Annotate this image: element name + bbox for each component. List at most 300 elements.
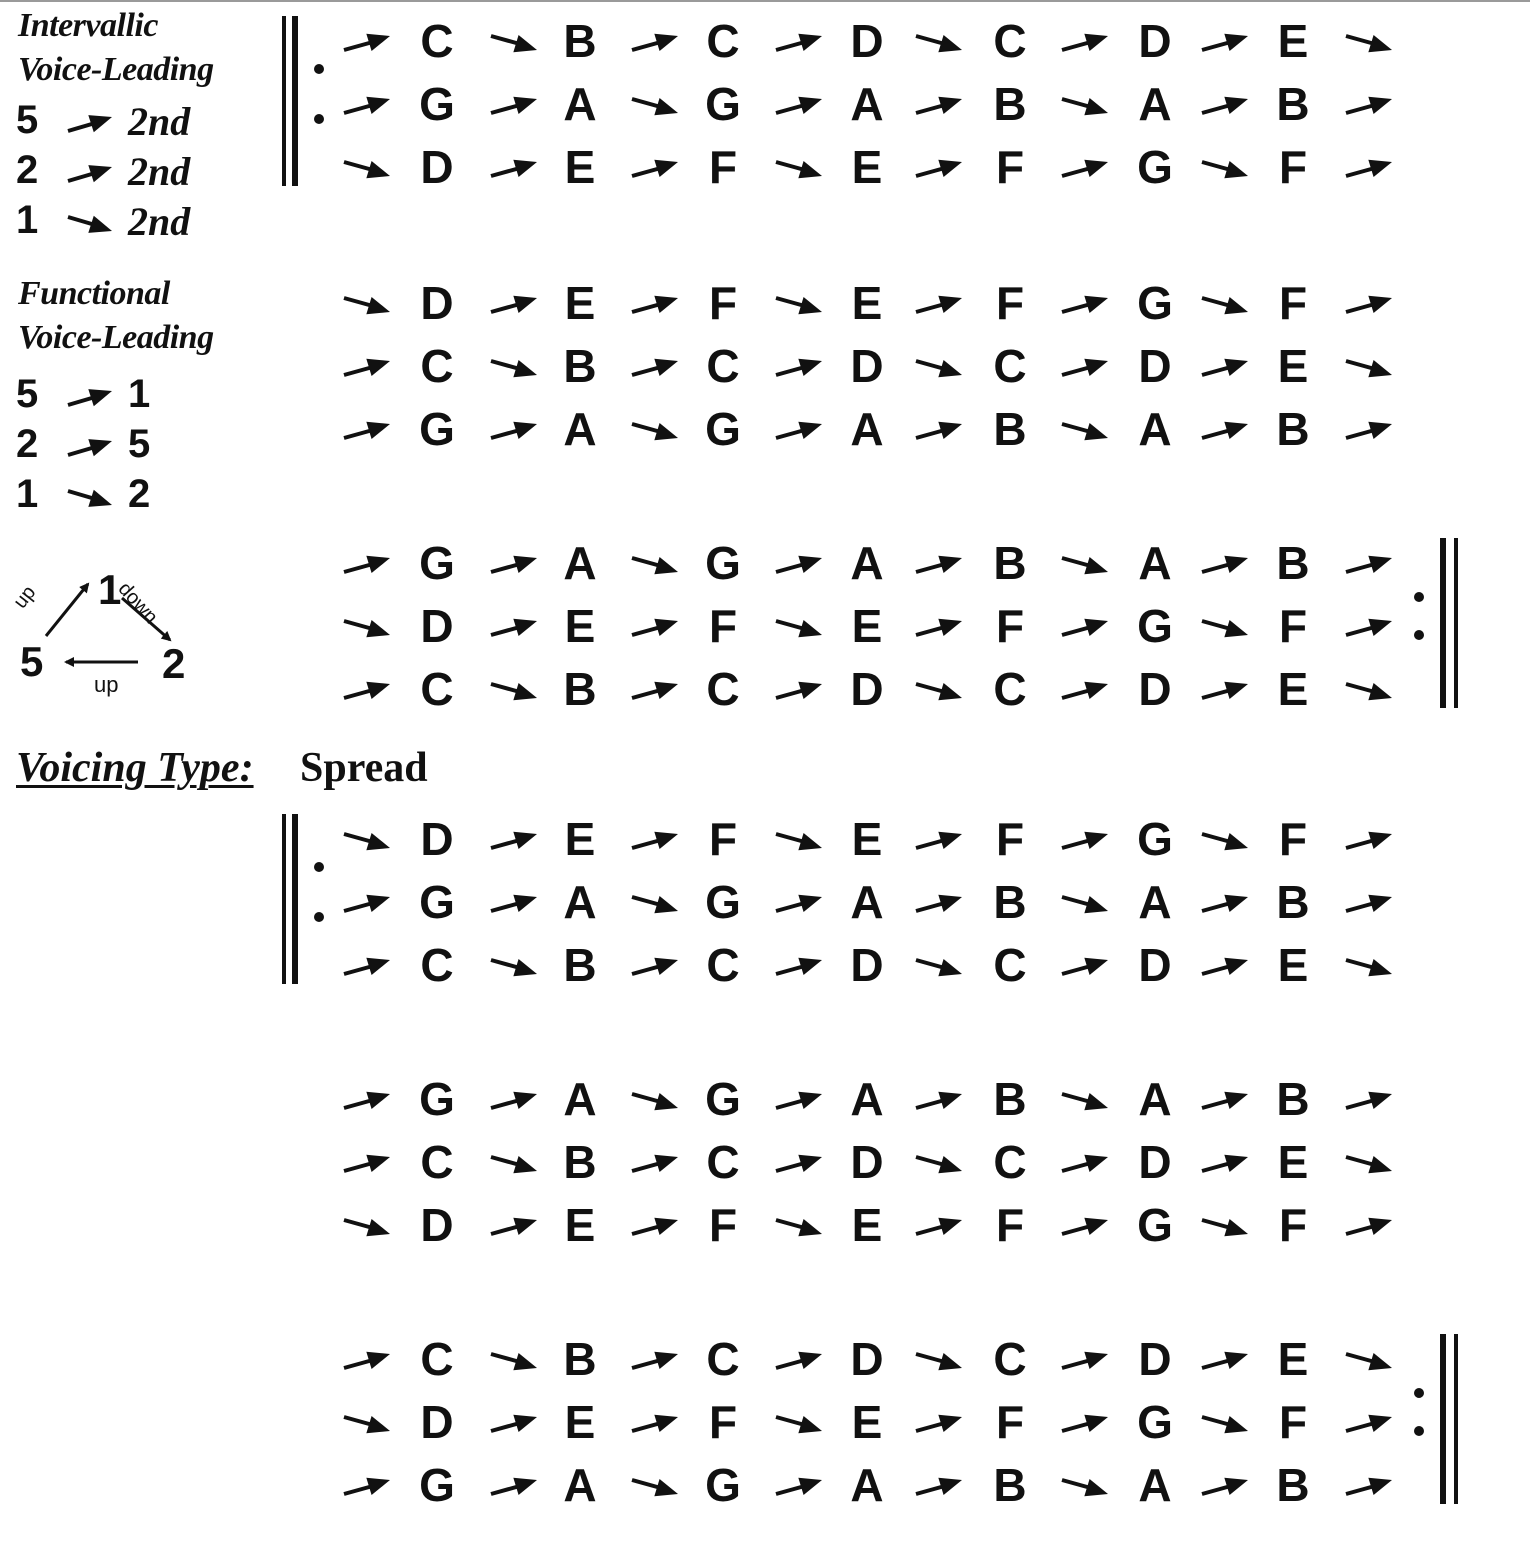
note-cell: C	[420, 340, 454, 392]
note-cell: E	[564, 277, 596, 329]
voice-arrow	[628, 550, 682, 585]
arrow-down-right-icon	[628, 550, 682, 580]
note-cell: E	[564, 1396, 596, 1448]
voice-arrow	[628, 1086, 682, 1121]
arrow-up-right-icon	[772, 952, 826, 982]
arrow-up-right-icon	[1198, 550, 1252, 580]
note-cell: F	[708, 600, 738, 652]
arrow-up-right-icon	[1058, 1149, 1112, 1179]
note-cell: A	[563, 403, 597, 455]
arrow-down-right-icon	[64, 209, 116, 239]
voice-arrow	[772, 1086, 826, 1121]
arrow-up-right-icon	[628, 1149, 682, 1179]
note-cell: A	[1138, 78, 1172, 130]
repeat-dot	[1414, 1388, 1424, 1398]
voice-arrow	[912, 826, 966, 861]
intervallic-legend-row-to: 2nd	[128, 149, 191, 194]
voice-arrow	[1198, 1086, 1252, 1121]
voice-arrow	[912, 1086, 966, 1121]
note-cell: G	[1137, 141, 1173, 193]
voice-arrow	[1058, 1346, 1112, 1381]
note-cell: F	[708, 141, 738, 193]
intervallic-legend-row-to: 2nd	[128, 99, 191, 144]
note-cell: G	[705, 1459, 741, 1511]
arrow-down-right-icon	[340, 290, 394, 320]
voice-arrow	[1342, 1149, 1396, 1184]
voice-arrow	[1198, 290, 1252, 325]
arrow-up-right-icon	[912, 550, 966, 580]
voicing-type-value: Spread	[300, 745, 428, 791]
arrow-up-right-icon	[912, 1086, 966, 1116]
arrow-up-right-icon	[340, 416, 394, 446]
note-cell: A	[850, 537, 884, 589]
note-cell: B	[563, 663, 597, 715]
voice-arrow	[1342, 290, 1396, 325]
voice-arrow	[1058, 676, 1112, 711]
arrow-up-right-icon	[628, 28, 682, 58]
note-cell: G	[705, 1073, 741, 1125]
voice-arrow	[772, 1212, 826, 1247]
arrow-down-right-icon	[912, 952, 966, 982]
note-cell: D	[420, 1396, 454, 1448]
voice-arrow	[487, 353, 541, 388]
arrow-down-right-icon	[1342, 676, 1396, 706]
arrow-down-right-icon	[1198, 613, 1252, 643]
repeat-end-barline	[1440, 1334, 1446, 1504]
arrow-up-right-icon	[340, 1346, 394, 1376]
note-cell: C	[993, 15, 1027, 67]
note-cell: G	[705, 403, 741, 455]
note-cell: A	[1138, 1073, 1172, 1125]
voice-arrow	[487, 952, 541, 987]
voice-arrow	[340, 154, 394, 189]
arrow-up-right-icon	[912, 613, 966, 643]
note-cell: F	[708, 1396, 738, 1448]
note-cell: B	[1276, 1459, 1310, 1511]
note-cell: A	[1138, 1459, 1172, 1511]
voice-arrow	[772, 290, 826, 325]
arrow-down-right-icon	[1058, 550, 1112, 580]
voice-arrow	[1058, 290, 1112, 325]
note-cell: C	[993, 663, 1027, 715]
note-cell: C	[420, 1136, 454, 1188]
note-cell: B	[563, 15, 597, 67]
voice-arrow	[912, 416, 966, 451]
arrow-down-right-icon	[1342, 952, 1396, 982]
note-cell: F	[995, 1396, 1025, 1448]
arrow-up-right-icon	[1198, 28, 1252, 58]
arrow-down-right-icon	[487, 952, 541, 982]
arrow-up-right-icon	[1342, 826, 1396, 856]
arrow-down-right-icon	[628, 889, 682, 919]
arrow-up-right-icon	[1342, 1472, 1396, 1502]
arrow-down-right-icon	[772, 1212, 826, 1242]
intervallic-title-line-1: Intervallic	[18, 7, 158, 44]
voice-arrow	[1198, 613, 1252, 648]
voice-arrow	[1058, 353, 1112, 388]
note-cell: D	[420, 813, 454, 865]
note-cell: A	[563, 1459, 597, 1511]
voice-arrow	[340, 889, 394, 924]
note-cell: D	[850, 340, 884, 392]
note-cell: F	[1278, 141, 1308, 193]
voice-arrow	[628, 676, 682, 711]
arrow-down-right-icon	[1058, 416, 1112, 446]
voice-arrow	[340, 1086, 394, 1121]
arrow-up-right-icon	[487, 1472, 541, 1502]
voice-leading-cycle-diagram	[10, 560, 210, 710]
arrow-up-right-icon	[1058, 154, 1112, 184]
note-cell: C	[420, 663, 454, 715]
voice-arrow	[340, 826, 394, 861]
arrow-up-right-icon	[912, 1472, 966, 1502]
note-cell: E	[851, 813, 883, 865]
voice-arrow	[487, 1149, 541, 1184]
arrow-up-right-icon	[772, 1149, 826, 1179]
note-cell: D	[1138, 1136, 1172, 1188]
note-cell: F	[1278, 1199, 1308, 1251]
voice-arrow	[487, 1409, 541, 1444]
repeat-dot	[314, 862, 324, 872]
voice-arrow	[628, 154, 682, 189]
voice-arrow	[912, 91, 966, 126]
note-cell: F	[995, 277, 1025, 329]
voice-arrow	[772, 1149, 826, 1184]
voice-arrow	[340, 952, 394, 987]
repeat-start-barline	[292, 814, 298, 984]
note-cell: C	[993, 1333, 1027, 1385]
arrow-up-right-icon	[340, 91, 394, 121]
arrow-down-right-icon	[628, 1472, 682, 1502]
voice-arrow	[1198, 889, 1252, 924]
arrow-up-right-icon	[912, 1409, 966, 1439]
intervallic-legend-title	[18, 4, 214, 92]
voice-arrow	[912, 154, 966, 189]
arrow-up-right-icon	[912, 416, 966, 446]
note-cell: F	[1278, 813, 1308, 865]
arrow-up-right-icon	[487, 290, 541, 320]
note-cell: A	[563, 1073, 597, 1125]
note-cell: B	[993, 1459, 1027, 1511]
arrow-down-right-icon	[628, 91, 682, 121]
arrow-up-right-icon	[340, 952, 394, 982]
arrow-up-right-icon	[487, 1086, 541, 1116]
voice-arrow	[1198, 353, 1252, 388]
voice-arrow	[1058, 1212, 1112, 1247]
intervallic-legend-row-from: 5	[16, 98, 39, 142]
voice-arrow	[1198, 91, 1252, 126]
arrow-up-right-icon	[340, 1149, 394, 1179]
voice-arrow	[1342, 154, 1396, 189]
arrow-up-right-icon	[487, 889, 541, 919]
note-cell: F	[995, 600, 1025, 652]
cycle-label-up-bottom: up	[94, 672, 119, 697]
arrow-up-right-icon	[628, 613, 682, 643]
note-cell: F	[1278, 1396, 1308, 1448]
arrow-up-right-icon	[1342, 1086, 1396, 1116]
note-cell: E	[851, 277, 883, 329]
note-cell: B	[1276, 1073, 1310, 1125]
voice-arrow	[487, 1472, 541, 1507]
voice-arrow	[772, 154, 826, 189]
voice-arrow	[1198, 1149, 1252, 1184]
note-cell: B	[563, 939, 597, 991]
arrow-down-right-icon	[487, 1346, 541, 1376]
arrow-down-right-icon	[912, 353, 966, 383]
voice-arrow	[340, 1346, 394, 1381]
voice-arrow	[1198, 1472, 1252, 1507]
voice-arrow	[340, 353, 394, 388]
arrow-up-right-icon	[340, 676, 394, 706]
voice-arrow	[772, 353, 826, 388]
voice-arrow	[1198, 1346, 1252, 1381]
voice-arrow	[1342, 826, 1396, 861]
note-cell: B	[1276, 876, 1310, 928]
voice-arrow	[487, 416, 541, 451]
note-cell: A	[1138, 876, 1172, 928]
arrow-down-right-icon	[1058, 1472, 1112, 1502]
voice-arrow	[912, 613, 966, 648]
note-cell: E	[851, 141, 883, 193]
arrow-up-right-icon	[1058, 1212, 1112, 1242]
arrow-up-right-icon	[1198, 1346, 1252, 1376]
arrow-up-right-icon	[772, 353, 826, 383]
voice-arrow	[1058, 91, 1112, 126]
arrow-up-right-icon	[1342, 889, 1396, 919]
note-cell: F	[708, 813, 738, 865]
repeat-dot	[1414, 630, 1424, 640]
voice-arrow	[1198, 154, 1252, 189]
repeat-end-barline	[1454, 1334, 1458, 1504]
voice-arrow	[628, 28, 682, 63]
arrow-down-right-icon	[628, 1086, 682, 1116]
note-cell: B	[993, 403, 1027, 455]
arrow-up-right-icon	[1342, 550, 1396, 580]
note-cell: B	[563, 340, 597, 392]
voice-arrow	[487, 889, 541, 924]
voice-arrow	[772, 613, 826, 648]
note-cell: F	[995, 813, 1025, 865]
arrow-up-right-icon	[340, 28, 394, 58]
note-cell: F	[708, 277, 738, 329]
arrow-down-right-icon	[487, 676, 541, 706]
repeat-end-barline	[1440, 538, 1446, 708]
arrow-down-right-icon	[1058, 1086, 1112, 1116]
cycle-node-right: 2	[162, 640, 186, 687]
voice-arrow	[340, 1409, 394, 1444]
arrow-up-right-icon	[912, 889, 966, 919]
note-cell: E	[851, 600, 883, 652]
arrow-up-right-icon	[1198, 1472, 1252, 1502]
note-cell: C	[706, 1333, 740, 1385]
arrow-up-right-icon	[1058, 676, 1112, 706]
arrow-up-right-icon	[64, 433, 116, 463]
note-cell: G	[1137, 1396, 1173, 1448]
voice-arrow	[1198, 1212, 1252, 1247]
arrow-up-right-icon	[628, 1409, 682, 1439]
note-cell: F	[995, 141, 1025, 193]
voice-arrow	[1058, 416, 1112, 451]
note-cell: G	[419, 876, 455, 928]
functional-title-line-2: Voice-Leading	[18, 319, 214, 356]
voice-arrow	[772, 1409, 826, 1444]
arrow-up-right-icon	[1342, 154, 1396, 184]
arrow-down-right-icon	[487, 1149, 541, 1179]
note-cell: E	[1277, 1333, 1309, 1385]
voice-arrow	[1058, 550, 1112, 585]
note-cell: D	[850, 1136, 884, 1188]
voice-arrow	[340, 1149, 394, 1184]
voice-arrow	[912, 353, 966, 388]
voice-arrow	[772, 1346, 826, 1381]
repeat-start-barline	[292, 16, 298, 186]
intervallic-legend-row-arrow	[64, 204, 116, 249]
note-cell: A	[850, 78, 884, 130]
note-cell: F	[1278, 600, 1308, 652]
arrow-up-right-icon	[912, 1212, 966, 1242]
arrow-up-right-icon	[1198, 676, 1252, 706]
arrow-down-right-icon	[1198, 154, 1252, 184]
functional-legend-row-arrow	[64, 428, 116, 473]
cycle-node-left: 5	[20, 638, 44, 685]
voice-arrow	[1342, 676, 1396, 711]
arrow-up-right-icon	[1198, 889, 1252, 919]
cycle-label-down: down	[113, 578, 162, 629]
note-cell: D	[850, 663, 884, 715]
repeat-dot	[1414, 1426, 1424, 1436]
voice-arrow	[1342, 1409, 1396, 1444]
arrow-down-right-icon	[912, 1149, 966, 1179]
note-cell: A	[563, 78, 597, 130]
arrow-down-right-icon	[340, 826, 394, 856]
voice-arrow	[487, 613, 541, 648]
intervallic-legend-row-from: 1	[16, 198, 39, 242]
arrow-down-right-icon	[487, 353, 541, 383]
voice-arrow	[772, 91, 826, 126]
note-cell: C	[993, 939, 1027, 991]
arrow-up-right-icon	[340, 1472, 394, 1502]
arrow-up-right-icon	[772, 550, 826, 580]
voice-arrow	[772, 416, 826, 451]
arrow-down-right-icon	[912, 676, 966, 706]
voice-arrow	[628, 1409, 682, 1444]
arrow-up-right-icon	[340, 353, 394, 383]
arrow-up-right-icon	[772, 28, 826, 58]
voice-arrow	[628, 826, 682, 861]
voice-arrow	[1058, 613, 1112, 648]
arrow-up-right-icon	[1058, 290, 1112, 320]
note-cell: G	[1137, 277, 1173, 329]
arrow-up-right-icon	[772, 1472, 826, 1502]
voice-arrow	[628, 290, 682, 325]
voicing-type-label: Voicing Type:	[16, 745, 254, 791]
voice-arrow	[912, 550, 966, 585]
arrow-up-right-icon	[487, 416, 541, 446]
arrow-up-right-icon	[1058, 1346, 1112, 1376]
intervallic-legend-row-from: 2	[16, 148, 39, 192]
arrow-down-right-icon	[772, 826, 826, 856]
arrow-up-right-icon	[628, 154, 682, 184]
functional-title-line-1: Functional	[18, 275, 170, 312]
arrow-up-right-icon	[64, 159, 116, 189]
arrow-down-right-icon	[64, 483, 116, 513]
arrow-down-right-icon	[340, 154, 394, 184]
note-cell: C	[993, 1136, 1027, 1188]
intervallic-legend-row-arrow	[64, 104, 116, 149]
voice-arrow	[1198, 28, 1252, 63]
voice-arrow	[912, 952, 966, 987]
note-cell: E	[1277, 663, 1309, 715]
voice-arrow	[487, 1346, 541, 1381]
voice-arrow	[1342, 1086, 1396, 1121]
voice-arrow	[628, 416, 682, 451]
arrow-up-right-icon	[1058, 1409, 1112, 1439]
intervallic-legend-row-arrow	[64, 154, 116, 199]
arrow-up-right-icon	[912, 91, 966, 121]
arrow-up-right-icon	[1342, 1409, 1396, 1439]
arrow-up-right-icon	[772, 676, 826, 706]
voice-arrow	[340, 550, 394, 585]
voice-arrow	[912, 889, 966, 924]
repeat-start-barline	[282, 16, 286, 186]
arrow-up-right-icon	[628, 676, 682, 706]
arrow-down-right-icon	[772, 613, 826, 643]
note-cell: C	[420, 939, 454, 991]
note-cell: D	[1138, 939, 1172, 991]
voice-arrow	[628, 613, 682, 648]
note-cell: C	[706, 15, 740, 67]
voice-arrow	[1342, 28, 1396, 63]
functional-legend-title	[18, 272, 214, 360]
functional-legend-row-to: 5	[128, 422, 151, 466]
note-cell: D	[1138, 340, 1172, 392]
note-cell: B	[563, 1136, 597, 1188]
voice-arrow	[487, 28, 541, 63]
note-cell: G	[419, 403, 455, 455]
voice-arrow	[1058, 1472, 1112, 1507]
voice-arrow	[912, 676, 966, 711]
note-cell: C	[706, 663, 740, 715]
note-cell: D	[850, 15, 884, 67]
arrow-up-right-icon	[912, 290, 966, 320]
repeat-end-barline	[1454, 538, 1458, 708]
voice-arrow	[1198, 1409, 1252, 1444]
note-cell: G	[1137, 600, 1173, 652]
note-cell: A	[850, 1073, 884, 1125]
arrow-down-right-icon	[772, 154, 826, 184]
voice-arrow	[1342, 1212, 1396, 1247]
voice-arrow	[1058, 826, 1112, 861]
voice-arrow	[772, 1472, 826, 1507]
note-cell: C	[420, 1333, 454, 1385]
note-cell: D	[1138, 15, 1172, 67]
intervallic-title-line-2: Voice-Leading	[18, 51, 214, 88]
note-cell: B	[1276, 537, 1310, 589]
arrow-up-right-icon	[1058, 28, 1112, 58]
arrow-up-right-icon	[340, 550, 394, 580]
voice-arrow	[1342, 1346, 1396, 1381]
note-cell: B	[563, 1333, 597, 1385]
cycle-arrows-icon	[10, 560, 210, 710]
arrow-down-right-icon	[1198, 826, 1252, 856]
arrow-up-right-icon	[64, 383, 116, 413]
voice-arrow	[1342, 1472, 1396, 1507]
arrow-up-right-icon	[487, 826, 541, 856]
voice-arrow	[628, 889, 682, 924]
voice-arrow	[340, 676, 394, 711]
note-cell: E	[851, 1199, 883, 1251]
arrow-up-right-icon	[1342, 290, 1396, 320]
